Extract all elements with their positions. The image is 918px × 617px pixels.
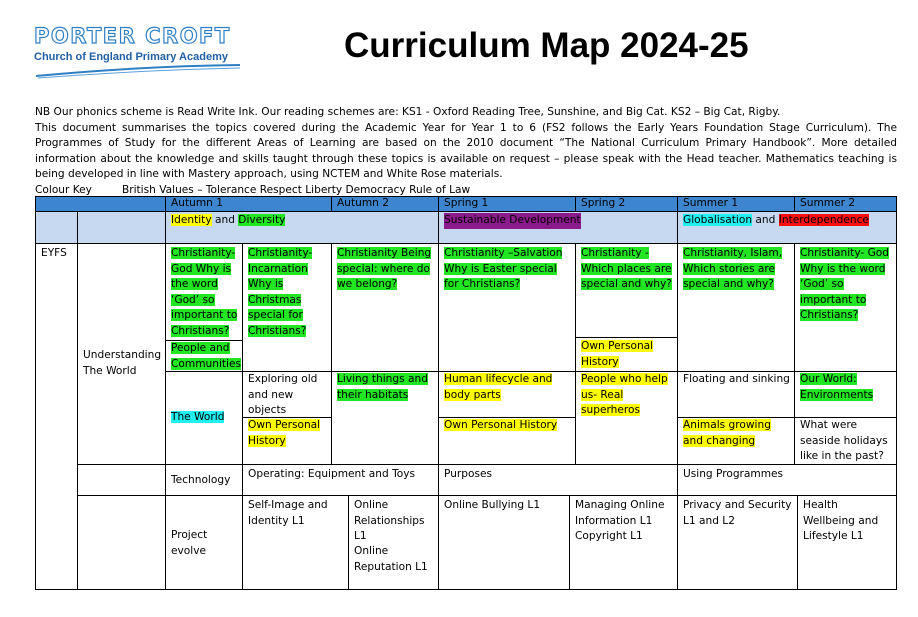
- logo-swoosh-icon: [34, 62, 244, 80]
- tech-summer-text: Using Programmes: [683, 468, 784, 480]
- term-label: Spring 1: [444, 197, 489, 209]
- the-world-text: The World: [171, 411, 225, 423]
- own-history-text: Own Personal History: [444, 419, 558, 431]
- theme-diversity: Diversity: [238, 214, 286, 226]
- re-text: Christianity- God Why is the word ‘God’ so important to Christians?: [171, 247, 238, 337]
- notes-section: [35, 105, 897, 198]
- re-text: Christianity –Salvation Why is Easter special for Christians?: [444, 247, 563, 290]
- area-utw-label: Understanding The World: [83, 349, 162, 377]
- re-text: Christianity- God Why is the word ‘God’ so important to Christians?: [800, 247, 890, 321]
- phonics-note: NB Our phonics scheme is Read Write Ink. Our reading schemes are: KS1 - Oxford Reading Tree, Sunshine, and Big Cat. KS2 – Big Cat, Rigby.: [35, 106, 781, 118]
- theme-identity: Identity: [171, 214, 212, 226]
- page-title: Curriculum Map 2024-25: [344, 26, 749, 65]
- term-label: Spring 2: [581, 197, 626, 209]
- logo-name: PORTER CROFT: [34, 24, 231, 48]
- school-logo: [34, 24, 254, 84]
- pe-online-rel-text: Online Relationships L1: [354, 499, 425, 542]
- pe-bullying-text: Online Bullying L1: [444, 499, 541, 511]
- seaside-text: What were seaside holidays like in the past?: [800, 419, 888, 462]
- own-history-text: Own Personal History: [248, 419, 321, 447]
- colour-key-text: British Values – Tolerance Respect Liberty Democracy Rule of Law: [121, 183, 471, 196]
- pe-privacy-text: Privacy and Security L1 and L2: [683, 499, 792, 527]
- re-text: Christianity, Islam, Which stories are special and why?: [683, 247, 783, 290]
- tech-spring-text: Purposes: [444, 468, 493, 480]
- human-lifecycle-text: Human lifecycle and body parts: [444, 373, 553, 401]
- table-frame: [35, 196, 897, 590]
- pe-health-text: Health Wellbeing and Lifestyle L1: [803, 499, 879, 542]
- area-tech-label: Technology: [171, 474, 231, 486]
- logo-subtitle: Church of England Primary Academy: [34, 51, 228, 63]
- animals-growing-text: Animals growing and changing: [683, 419, 771, 447]
- our-world-text: Our World: Environments: [800, 373, 874, 401]
- floating-text: Floating and sinking: [683, 373, 790, 385]
- re-text: Christianity Being special: where do we belong?: [337, 247, 432, 290]
- re-text: Christianity- Incarnation Why is Christmas special for Christians?: [248, 247, 313, 337]
- colour-key-label: Colour Key: [35, 183, 92, 196]
- people-communities-text: People and Communities: [171, 342, 242, 370]
- theme-globalisation: Globalisation: [683, 214, 753, 226]
- stage-label: EYFS: [41, 247, 67, 259]
- people-help-text: People who help us- Real superheros: [581, 373, 668, 416]
- area-project-label: Project evolve: [171, 529, 208, 557]
- term-label: Autumn 1: [171, 197, 223, 209]
- exploring-text: Exploring old and new objects: [248, 373, 318, 416]
- pe-online-rep-text: Online Reputation L1: [354, 545, 428, 573]
- re-text: Christianity - Which places are special and why?: [581, 247, 672, 290]
- theme-and: and: [755, 214, 776, 226]
- theme-interdependence: Interdependence: [778, 214, 869, 226]
- theme-and: and: [214, 214, 235, 226]
- summary-paragraph: This document summarises the topics covered during the Academic Year for Year 1 to 6 (FS2 follows the Early Years Foundation Stage Curriculum). The Programmes of Study for the different Areas of Learning are based on the 2010 document “The National Curriculum Primary Handbook”. More detailed information about the knowledge and skills taught through these topics is available on request – please speak with the Head teacher. Mathematics teaching is being developed in line with Mastery approach, using NCTEM and White Rose materials.: [35, 121, 897, 180]
- term-label: Autumn 2: [337, 197, 389, 209]
- pe-self-image-text: Self-Image and Identity L1: [248, 499, 328, 527]
- term-label: Summer 2: [800, 197, 856, 209]
- term-label: Summer 1: [683, 197, 739, 209]
- tech-autumn-text: Operating: Equipment and Toys: [248, 468, 416, 480]
- theme-sustainable: Sustainable Development: [444, 213, 581, 229]
- pe-managing-text: Managing Online Information L1 Copyright L1: [575, 499, 665, 542]
- own-history-text: Own Personal History: [581, 340, 654, 368]
- living-things-text: Living things and their habitats: [337, 373, 428, 401]
